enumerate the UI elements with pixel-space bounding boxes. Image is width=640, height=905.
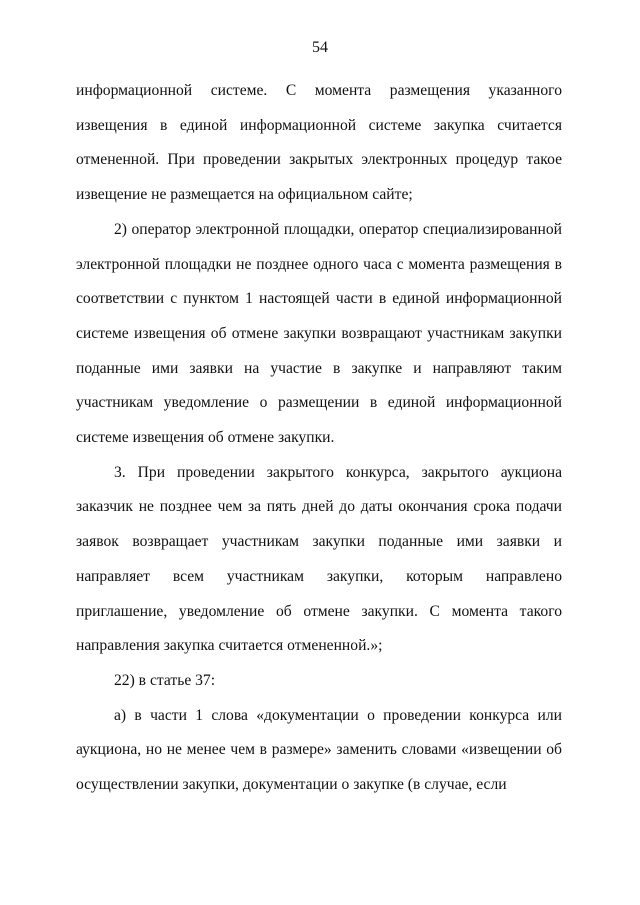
paragraph-part-3: 3. При проведении закрытого конкурса, закрытого аукциона заказчик не позднее чем за пять дней до даты окончания срока подачи заявок возвращает участникам закупки поданные ими заявки и направляет всем участникам закупки, которым направлено приглашение, уведомление об отмене закупки. С момента такого направления закупка считается отмененной.»;: [76, 463, 562, 655]
document-body: [76, 74, 562, 803]
paragraph-item-22: 22) в статье 37:: [114, 671, 216, 689]
paragraph-continuation: информационной системе. С момента размещения указанного извещения в единой информационной системе закупка считается отмененной. При проведении закрытых электронных процедур такое извещение не размещается на официальном сайте;: [76, 82, 562, 204]
paragraph-item-2: 2) оператор электронной площадки, оператор специализированной электронной площадки не позднее одного часа с момента размещения в соответствии с пунктом 1 настоящей части в единой информационной системе извещения об отмене закупки возвращают участникам закупки поданные ими заявки на участие в закупке и направляют таким участникам уведомление о размещении в единой информационной системе извещения об отмене закупки.: [76, 220, 562, 447]
page-number: 54: [312, 39, 328, 56]
paragraph-subitem-a: а) в части 1 слова «документации о проведении конкурса или аукциона, но не менее чем в размере» заменить словами «извещении об осуществлении закупки, документации о закупке (в случае, если: [76, 706, 562, 794]
